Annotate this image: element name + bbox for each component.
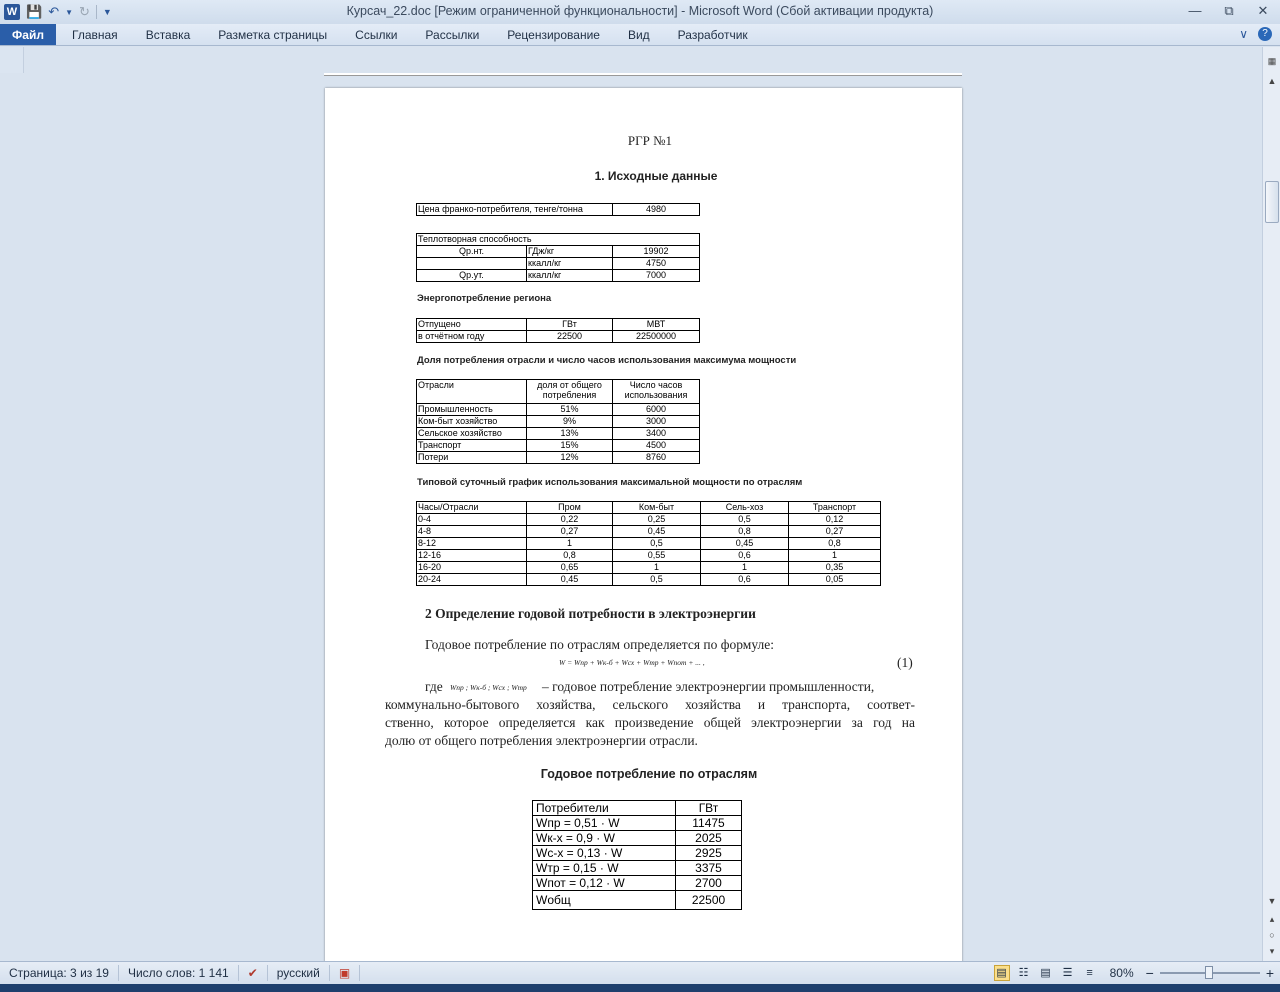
daily-header: Сель-хоз	[701, 502, 789, 514]
share-cell: 6000	[613, 404, 700, 416]
annual-cell: Wпр = 0,51 · W	[533, 816, 676, 831]
daily-cell: 0,45	[527, 574, 613, 586]
tab-mailings[interactable]: Рассылки	[425, 28, 480, 42]
share-cell: 3400	[613, 428, 700, 440]
price-table	[416, 203, 700, 216]
share-cell: 3000	[613, 416, 700, 428]
print-layout-icon[interactable]: ▤	[994, 965, 1010, 981]
document-area	[0, 73, 1262, 961]
daily-cell: 0,45	[613, 526, 701, 538]
daily-cell: 12-16	[417, 550, 527, 562]
share-cell: 8760	[613, 452, 700, 464]
zoom-level[interactable]: 80%	[1109, 966, 1134, 980]
heat-cell: Qр.ут.	[417, 270, 527, 282]
macro-record-icon[interactable]: ▣	[330, 965, 360, 981]
paragraph-2-line: – годовое потребление электроэнергии промышленности,	[542, 679, 875, 694]
share-cell: 9%	[527, 416, 613, 428]
share-cell: Сельское хозяйство	[417, 428, 527, 440]
share-table	[416, 379, 700, 464]
energy-cell: 22500	[527, 331, 613, 343]
language-indicator[interactable]: русский	[268, 965, 330, 981]
heat-cell: ккалл/кг	[527, 258, 613, 270]
daily-cell: 0,8	[527, 550, 613, 562]
energy-cell: ГВт	[527, 319, 613, 331]
heat-table	[416, 233, 700, 282]
price-label: Цена франко-потребителя, тенге/тонна	[417, 204, 613, 216]
browse-object-icon[interactable]: ○	[1269, 930, 1275, 940]
share-header: Число часов использования	[613, 380, 700, 404]
tab-view[interactable]: Вид	[627, 28, 650, 42]
annual-cell: Wтр = 0,15 · W	[533, 861, 676, 876]
paragraph-1: Годовое потребление по отраслям определяется по формуле:	[425, 637, 774, 652]
annual-cell: 2025	[676, 831, 742, 846]
share-cell: 15%	[527, 440, 613, 452]
annual-cell: Wобщ	[533, 891, 676, 910]
section2-title: 2 Определение годовой потребности в электроэнергии	[425, 606, 756, 621]
tab-developer[interactable]: Разработчик	[677, 28, 748, 42]
daily-cell: 0,8	[789, 538, 881, 550]
scroll-thumb[interactable]	[1265, 181, 1279, 223]
share-cell: 12%	[527, 452, 613, 464]
heat-cell: ГДж/кг	[527, 246, 613, 258]
energy-table	[416, 318, 700, 343]
daily-cell: 0,25	[613, 514, 701, 526]
paragraph-2-line: долю от общего потребления электроэнергии отрасли.	[385, 733, 698, 748]
daily-cell: 0,12	[789, 514, 881, 526]
daily-cell: 1	[789, 550, 881, 562]
tab-insert[interactable]: Вставка	[145, 28, 191, 42]
annual-cell: Wпот = 0,12 · W	[533, 876, 676, 891]
heat-cell: 19902	[613, 246, 700, 258]
word-count[interactable]: Число слов: 1 141	[119, 965, 239, 981]
ribbon-tabs	[0, 24, 1280, 46]
zoom-in-icon[interactable]: +	[1265, 965, 1274, 981]
section1-title: 1. Исходные данные	[594, 169, 718, 183]
share-cell: 13%	[527, 428, 613, 440]
annual-cell: Wс-х = 0,13 · W	[533, 846, 676, 861]
undo-icon[interactable]: ↶	[48, 4, 60, 19]
next-page-icon[interactable]: ▾	[1269, 946, 1275, 956]
tab-file[interactable]: Файл	[0, 24, 56, 45]
energy-cell: Отпущено	[417, 319, 527, 331]
daily-cell: 1	[613, 562, 701, 574]
paragraph-2-line: ственно, которое определяется как произведение общей электроэнергии за год на	[385, 715, 915, 730]
annual-cell: 3375	[676, 861, 742, 876]
heat-cell: Qр.нт.	[417, 246, 527, 258]
share-cell: Потери	[417, 452, 527, 464]
daily-cell: 20-24	[417, 574, 527, 586]
annual-table	[532, 800, 742, 910]
daily-cell: 0,35	[789, 562, 881, 574]
formula: W = Wпр + Wк-б + Wсх + Wтр + Wпот + ... ,	[559, 658, 705, 667]
minimize-icon[interactable]: —	[1188, 3, 1202, 18]
share-cell: 51%	[527, 404, 613, 416]
daily-cell: 0,55	[613, 550, 701, 562]
energy-cell: в отчётном году	[417, 331, 527, 343]
heat-cell	[417, 258, 527, 270]
daily-header: Транспорт	[789, 502, 881, 514]
zoom-out-icon[interactable]: −	[1145, 965, 1154, 981]
share-cell: 4500	[613, 440, 700, 452]
daily-heading: Типовой суточный график использования максимальной мощности по отраслям	[417, 477, 803, 488]
full-screen-reading-icon[interactable]: ☷	[1018, 967, 1029, 979]
annual-header: Потребители	[533, 801, 676, 816]
paragraph-2-line: коммунально-бытового хозяйства, сельского хозяйства и транспорта, соответ-	[385, 697, 915, 712]
word-logo-icon[interactable]: W	[4, 4, 20, 20]
share-heading: Доля потребления отрасли и число часов использования максимума мощности	[417, 355, 797, 366]
zoom-slider-knob[interactable]	[1205, 966, 1213, 979]
annual-cell: 11475	[676, 816, 742, 831]
share-cell: Ком-быт хозяйство	[417, 416, 527, 428]
share-header: Отрасли	[417, 380, 527, 404]
annual-cell: Wк-х = 0,9 · W	[533, 831, 676, 846]
price-value: 4980	[613, 204, 700, 216]
outline-view-icon[interactable]: ☰	[1062, 967, 1073, 979]
daily-cell: 0,45	[701, 538, 789, 550]
title-bar	[0, 0, 1280, 24]
document-page[interactable]	[325, 88, 962, 961]
quick-access-toolbar	[26, 4, 112, 20]
draft-view-icon[interactable]: ≡	[1086, 967, 1093, 979]
web-layout-icon[interactable]: ▤	[1040, 967, 1051, 979]
tab-references[interactable]: Ссылки	[355, 28, 398, 42]
customize-toolbar-icon[interactable]: ▼	[102, 7, 112, 17]
undo-dropdown-icon[interactable]: ▼	[65, 7, 74, 17]
energy-cell: МВТ	[613, 319, 700, 331]
share-cell: Транспорт	[417, 440, 527, 452]
annual-cell: 2700	[676, 876, 742, 891]
daily-cell: 1	[701, 562, 789, 574]
daily-cell: 16-20	[417, 562, 527, 574]
page-counter[interactable]: Страница: 3 из 19	[0, 965, 119, 981]
daily-cell: 0,27	[789, 526, 881, 538]
share-cell: Промышленность	[417, 404, 527, 416]
toolbar-separator	[96, 5, 97, 19]
close-icon[interactable]: ✕	[1257, 3, 1269, 18]
paragraph-2-prefix: где	[425, 679, 443, 694]
annual-header: ГВт	[676, 801, 742, 816]
paragraph-2-vars: Wпр ; Wк-б ; Wсх ; Wтр	[450, 683, 527, 692]
daily-header: Часы/Отрасли	[417, 502, 527, 514]
annual-cell: 22500	[676, 891, 742, 910]
previous-page-edge	[324, 73, 962, 76]
share-header: доля от общего потребления	[527, 380, 613, 404]
formula-number: (1)	[897, 655, 913, 670]
ruler-area	[0, 47, 1280, 73]
daily-cell: 0,05	[789, 574, 881, 586]
daily-cell: 0,5	[613, 538, 701, 550]
daily-cell: 4-8	[417, 526, 527, 538]
help-icon[interactable]: ?	[1258, 27, 1272, 41]
restore-icon[interactable]: ⧉	[1224, 3, 1234, 18]
energy-cell: 22500000	[613, 331, 700, 343]
daily-cell: 0-4	[417, 514, 527, 526]
taskbar	[0, 984, 1280, 992]
scroll-down-icon[interactable]: ▼	[1267, 896, 1277, 906]
daily-header: Ком-быт	[613, 502, 701, 514]
ruler-toggle-icon[interactable]: ▦	[1267, 56, 1277, 66]
daily-cell: 0,6	[701, 550, 789, 562]
scroll-up-icon[interactable]: ▲	[1267, 76, 1277, 86]
previous-page-icon[interactable]: ▴	[1269, 914, 1275, 924]
daily-cell: 0,22	[527, 514, 613, 526]
energy-heading: Энергопотребление региона	[417, 293, 552, 304]
spellcheck-icon[interactable]: ✔	[239, 965, 268, 981]
tab-page-layout[interactable]: Разметка страницы	[218, 28, 328, 42]
rgr-title: РГР №1	[627, 133, 673, 148]
heat-cell: 7000	[613, 270, 700, 282]
tab-review[interactable]: Рецензирование	[507, 28, 600, 42]
daily-cell: 0,6	[701, 574, 789, 586]
daily-cell: 0,5	[701, 514, 789, 526]
ribbon-collapse-icon[interactable]: ∨	[1239, 27, 1248, 41]
vertical-scrollbar[interactable]	[1262, 47, 1280, 961]
status-bar	[0, 961, 1280, 984]
annual-heading: Годовое потребление по отраслям	[540, 767, 758, 781]
redo-icon[interactable]: ↻	[79, 4, 90, 19]
daily-cell: 0,5	[613, 574, 701, 586]
daily-cell: 1	[527, 538, 613, 550]
zoom-slider[interactable]	[1160, 972, 1260, 974]
annual-cell: 2925	[676, 846, 742, 861]
window-title: Курсач_22.doc [Режим ограниченной функциональности] - Microsoft Word (Сбой активации продукта)	[346, 4, 934, 18]
daily-cell: 0,27	[527, 526, 613, 538]
save-icon[interactable]: 💾	[26, 4, 43, 19]
heat-header: Теплотворная способность	[417, 234, 700, 246]
daily-cell: 8-12	[417, 538, 527, 550]
daily-cell: 0,8	[701, 526, 789, 538]
heat-cell: ккалл/кг	[527, 270, 613, 282]
daily-table	[416, 501, 881, 586]
daily-cell: 0,65	[527, 562, 613, 574]
daily-header: Пром	[527, 502, 613, 514]
heat-cell: 4750	[613, 258, 700, 270]
tab-home[interactable]: Главная	[72, 28, 118, 42]
